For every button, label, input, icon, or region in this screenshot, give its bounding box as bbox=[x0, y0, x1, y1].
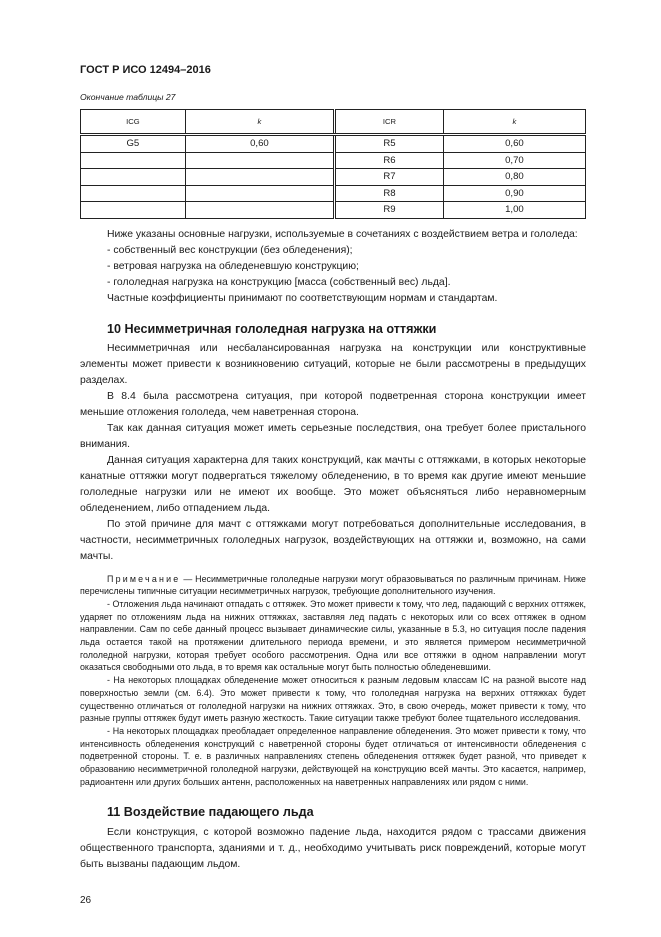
cell: 0,70 bbox=[443, 152, 585, 169]
list-item: - ветровая нагрузка на обледеневшую конструкцию; bbox=[107, 260, 359, 272]
cell: 0,60 bbox=[185, 135, 334, 153]
header-icr: ICR bbox=[335, 110, 444, 135]
note-item: - На некоторых площадках преобладает определенное направление обледенения. Это может привести к тому, что интенсивность обледенения конструкций с наветренной стороны будет отличаться от интенсивности обледенения с подветренной стороны. Т. е. в различных направлениях степень обледенения оттяжек будет разной, что приведет к образованию несимметричной гололедной нагрузки, действующей на конструкцию всей мачты. Это касается, например, радиоантенн или других больших антенн, расположенных на наветренных направлениях или рядом с ними. bbox=[80, 725, 586, 787]
header-k: k bbox=[185, 110, 334, 135]
table-row bbox=[81, 152, 586, 169]
cell bbox=[81, 202, 186, 219]
cell: R9 bbox=[335, 202, 444, 219]
cell: 0,80 bbox=[443, 169, 585, 186]
document-page bbox=[80, 0, 586, 937]
table-row bbox=[81, 135, 586, 153]
cell: 0,90 bbox=[443, 185, 585, 202]
paragraph: Несимметричная или несбалансированная нагрузка на конструкции или конструктивные элементы может привести к возникновению ситуаций, которые не были рассмотрены в предыдущих разделах. bbox=[80, 342, 586, 386]
cell bbox=[81, 185, 186, 202]
paragraph: Так как данная ситуация может иметь серьезные последствия, она требует более пристального внимания. bbox=[80, 422, 586, 450]
loads-outro: Частные коэффициенты принимают по соответствующим нормам и стандартам. bbox=[107, 292, 498, 304]
paragraph: По этой причине для мачт с оттяжками могут потребоваться дополнительные исследования, в частности, несимметричных гололедных нагрузок, воздействующих на оттяжки и, возможно, на сами мачты. bbox=[80, 518, 586, 562]
cell: G5 bbox=[81, 135, 186, 153]
table-row bbox=[81, 185, 586, 202]
list-item: - гололедная нагрузка на конструкцию [масса (собственный вес) льда]. bbox=[107, 276, 451, 288]
section-11-heading: 11 Воздействие падающего льда bbox=[107, 805, 314, 820]
cell: R5 bbox=[335, 135, 444, 153]
loads-list bbox=[80, 227, 586, 307]
paragraph: В 8.4 была рассмотрена ситуация, при которой подветренная сторона конструкции имеет меньшие отложения гололеда, чем наветренная сторона. bbox=[80, 390, 586, 418]
section-10-note bbox=[80, 573, 586, 789]
table-header-row bbox=[81, 110, 586, 135]
paragraph: Если конструкция, с которой возможно падение льда, находится рядом с трассами движения общественного транспорта, зданиями и т. д., необходимо учитывать риск повреждений, которые могут быть вызваны падающим льдом. bbox=[80, 827, 586, 871]
cell: R8 bbox=[335, 185, 444, 202]
table-row bbox=[81, 169, 586, 186]
note-item: - Отложения льда начинают отпадать с оттяжек. Это может привести к тому, что лед, падающий с верхних оттяжек, ударяет по отложениям льда на нижних оттяжках, заставляя лед падать с некоторых или со всех оттяжек в одном направлении. Сам по себе данный процесс вызывает динамические силы, указанные в 5.3, но ситуация после падения льда остается такой на протяжении длительного периода времени, и это является примером несимметричной гололедной нагрузки, которая требует особого рассмотрения. Одна или все оттяжки в одном направлении могут оказаться свободными ото льда, в то время как остальные могут быть полностью обледеневшими. bbox=[80, 598, 586, 673]
cell: 0,60 bbox=[443, 135, 585, 153]
table-27 bbox=[80, 109, 586, 219]
cell: R6 bbox=[335, 152, 444, 169]
list-item: - собственный вес конструкции (без обледенения); bbox=[107, 244, 353, 256]
note-intro-text: — Несимметричные гололедные нагрузки могут образовываться по различным причинам. Ниже перечислены типичные ситуации несимметричных нагрузок, требующие дополнительного изучения. bbox=[80, 573, 586, 597]
page-number: 26 bbox=[80, 895, 92, 907]
loads-intro: Ниже указаны основные нагрузки, используемые в сочетаниях с воздействием ветра и гололеда: bbox=[107, 228, 578, 240]
cell bbox=[81, 169, 186, 186]
cell bbox=[185, 152, 334, 169]
table-row bbox=[81, 202, 586, 219]
note-item: - На некоторых площадках обледенение может относиться к разным ледовым классам IC на разной высоте над поверхностью земли (см. 6.4). Это может привести к тому, что гололедная нагрузка на верхних оттяжках будет существенно отличаться от гололедной нагрузки на нижних оттяжках. Это, в свою очередь, может привести к тому, что разные группы оттяжек будут иметь разную жесткость. Такие ситуации также требуют более тщательного исследования. bbox=[80, 675, 586, 724]
table-caption: Окончание таблицы 27 bbox=[80, 92, 176, 102]
note-label: Примечание bbox=[107, 573, 181, 584]
paragraph: Данная ситуация характерна для таких конструкций, как мачты с оттяжками, в которых некоторые канатные оттяжки могут подвергаться тяжелому обледенению, в то время как другие имеют меньшие гололедные нагрузки или не имеют их вообще. Это может объясняться либо неравномерным обледенением, либо отпадением льда. bbox=[80, 454, 586, 514]
document-header: ГОСТ Р ИСО 12494–2016 bbox=[80, 64, 211, 76]
cell bbox=[81, 152, 186, 169]
header-k: k bbox=[443, 110, 585, 135]
cell bbox=[185, 202, 334, 219]
cell: R7 bbox=[335, 169, 444, 186]
header-icg: ICG bbox=[81, 110, 186, 135]
section-10-body bbox=[80, 341, 586, 565]
note-intro bbox=[80, 573, 586, 598]
cell bbox=[185, 169, 334, 186]
section-10-heading: 10 Несимметричная гололедная нагрузка на оттяжки bbox=[107, 321, 437, 336]
section-11-body bbox=[80, 825, 586, 873]
cell: 1,00 bbox=[443, 202, 585, 219]
cell bbox=[185, 185, 334, 202]
